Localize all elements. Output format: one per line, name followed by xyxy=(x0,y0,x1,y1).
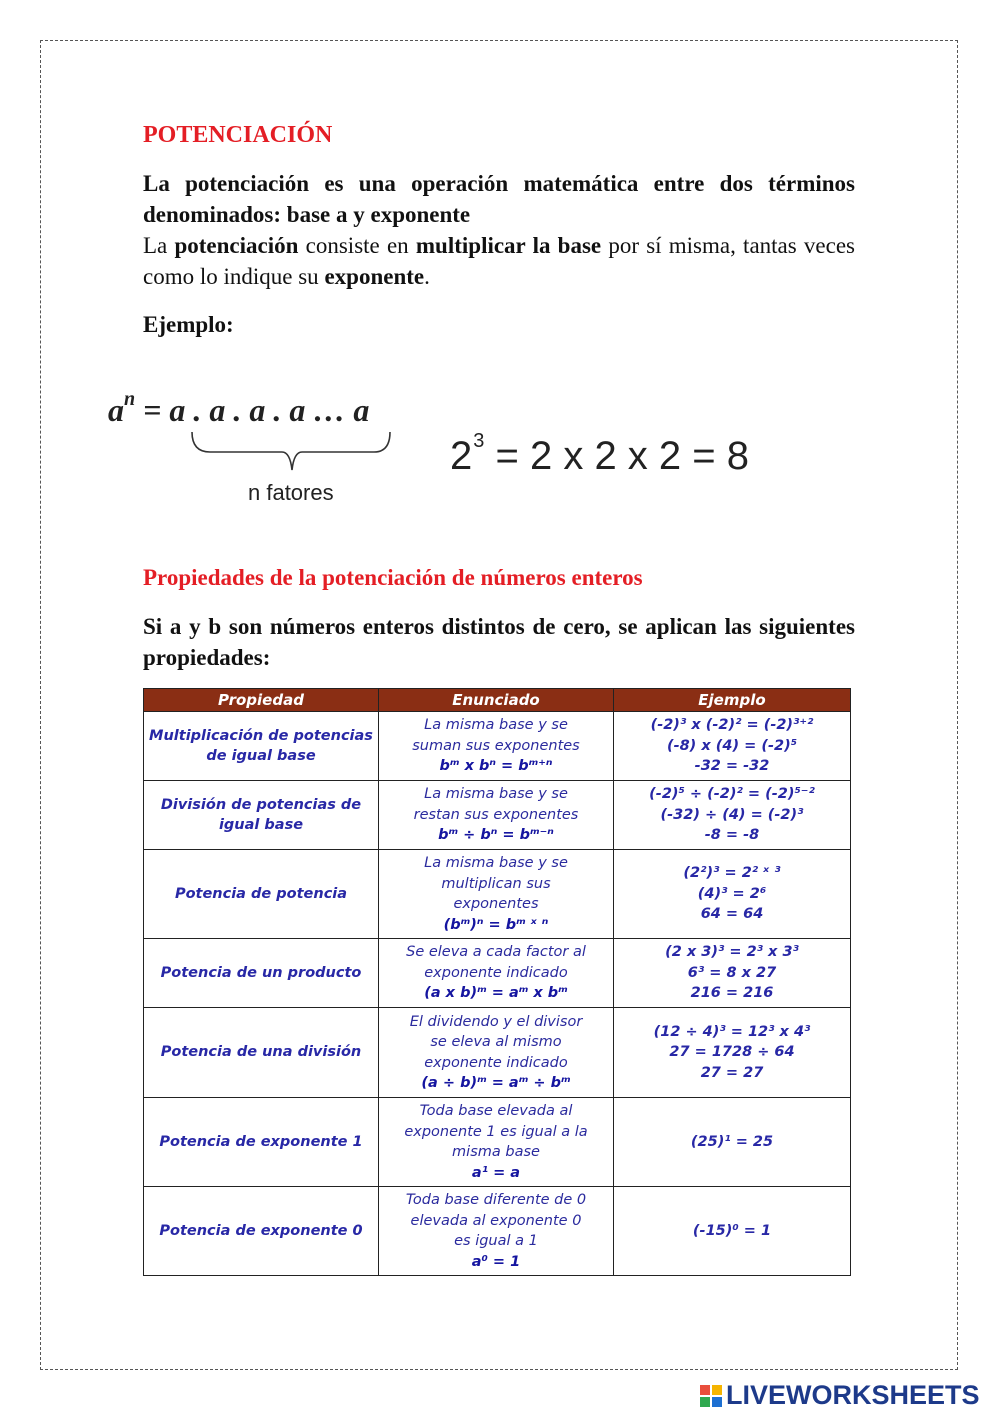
brace-label: n fatores xyxy=(248,480,334,505)
example: (2²)³ = 2² ˣ ³ (4)³ = 2⁶ 64 = 64 xyxy=(614,850,851,939)
statement: La misma base y se restan sus exponentes bᵐ ÷ bⁿ = bᵐ⁻ⁿ xyxy=(379,781,614,850)
statement: La misma base y se suman sus exponentes bᵐ x bⁿ = bᵐ⁺ⁿ xyxy=(379,712,614,781)
header-propiedad: Propiedad xyxy=(144,689,379,712)
numeric-example: $2^3 = 2$ x 2 x 2 = 8 xyxy=(450,430,749,478)
property-name: Multiplicación de potencias de igual base xyxy=(144,712,379,781)
example: (-2)³ x (-2)² = (-2)³⁺² (-8) x (4) = (-2)⁵ -32 = -32 xyxy=(614,712,851,781)
table-row xyxy=(144,712,851,781)
table-row xyxy=(144,1098,851,1187)
statement: Toda base diferente de 0 elevada al exponente 0 es igual a 1 a⁰ = 1 xyxy=(379,1187,614,1276)
table-row xyxy=(144,1187,851,1276)
logo-icon xyxy=(700,1385,722,1407)
general-formula: $a^n = a$ . a . a . a … a xyxy=(108,388,370,428)
intro-paragraph: La potenciación es una operación matemática entre dos términos denominados: base a y exponente La potenciación consiste en multiplicar la base por sí misma, tantas veces como lo indique su exponente. xyxy=(143,171,855,289)
header-enunciado: Enunciado xyxy=(379,689,614,712)
example-label: Ejemplo: xyxy=(143,312,234,337)
example: (-2)⁵ ÷ (-2)² = (-2)⁵⁻² (-32) ÷ (4) = (-2)³ -8 = -8 xyxy=(614,781,851,850)
brand-name: LIVEWORKSHEETS xyxy=(726,1380,980,1410)
property-name: Potencia de potencia xyxy=(144,850,379,939)
table-row xyxy=(144,939,851,1008)
example: (25)¹ = 25 xyxy=(614,1098,851,1187)
definition-text: La potenciación es una operación matemática entre dos términos denominados: base a y exponente xyxy=(143,171,855,227)
table-row xyxy=(144,781,851,850)
property-name: Potencia de exponente 0 xyxy=(144,1187,379,1276)
underbrace-graphic xyxy=(190,430,395,474)
property-name: Potencia de exponente 1 xyxy=(144,1098,379,1187)
property-name: Potencia de una división xyxy=(144,1008,379,1098)
table-header-row xyxy=(144,689,851,712)
table-row xyxy=(144,1008,851,1098)
property-name: Potencia de un producto xyxy=(144,939,379,1008)
example: (12 ÷ 4)³ = 12³ x 4³ 27 = 1728 ÷ 64 27 = 27 xyxy=(614,1008,851,1098)
properties-title: Propiedades de la potenciación de números enteros xyxy=(143,565,643,590)
properties-table xyxy=(143,688,851,1276)
page-title: POTENCIACIÓN xyxy=(143,122,333,148)
statement: La misma base y se multiplican sus exponentes (bᵐ)ⁿ = bᵐ ˣ ⁿ xyxy=(379,850,614,939)
header-ejemplo: Ejemplo xyxy=(614,689,851,712)
liveworksheets-logo xyxy=(700,1380,980,1411)
property-name: División de potencias de igual base xyxy=(144,781,379,850)
statement: El dividendo y el divisor se eleva al mismo exponente indicado (a ÷ b)ᵐ = aᵐ ÷ bᵐ xyxy=(379,1008,614,1098)
table-row xyxy=(144,850,851,939)
statement: Se eleva a cada factor al exponente indicado (a x b)ᵐ = aᵐ x bᵐ xyxy=(379,939,614,1008)
example: (2 x 3)³ = 2³ x 3³ 6³ = 8 x 27 216 = 216 xyxy=(614,939,851,1008)
statement: Toda base elevada al exponente 1 es igual a la misma base a¹ = a xyxy=(379,1098,614,1187)
example: (-15)⁰ = 1 xyxy=(614,1187,851,1276)
properties-intro: Si a y b son números enteros distintos de cero, se aplican las siguientes propiedades: xyxy=(143,614,855,670)
